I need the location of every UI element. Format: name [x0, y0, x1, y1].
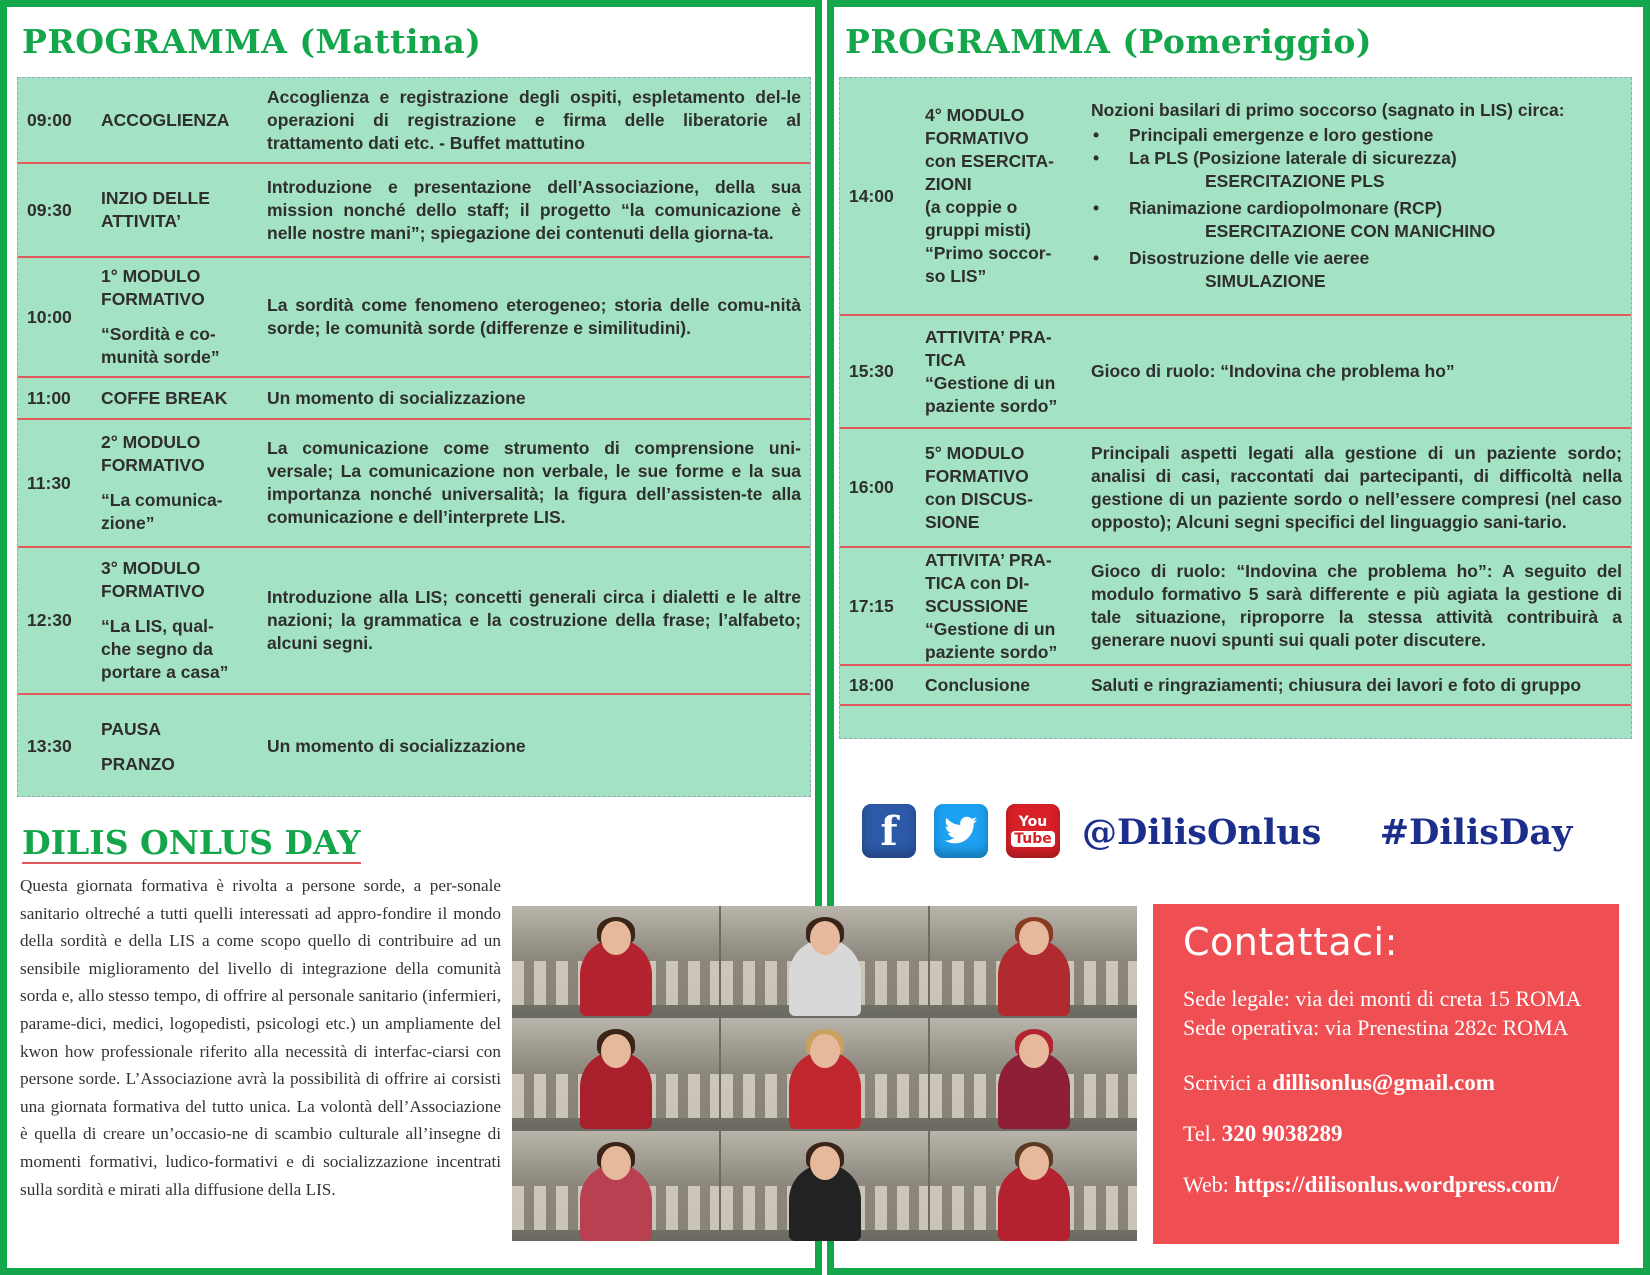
- activity-line: TICA: [925, 349, 966, 370]
- activity-cell: [92, 258, 258, 376]
- social-handles: [1082, 812, 1572, 853]
- morning-schedule-table: [17, 77, 811, 797]
- twitter-icon[interactable]: [934, 804, 988, 858]
- schedule-row: [18, 258, 810, 378]
- activity-subtitle: munità sorde”: [101, 347, 220, 367]
- description-text: Introduzione alla LIS; concetti generali circa i dialetti e le altre nazioni; la grammatica e la costruzione della frase; l’alfabeto; alcuni segni.: [267, 587, 801, 653]
- time-cell: 17:15: [840, 548, 916, 664]
- activity-line: SIONE: [925, 511, 980, 532]
- first-aid-exercise: ESERCITAZIONE PLS: [1205, 171, 1385, 191]
- activity-cell: [916, 666, 1082, 704]
- time-cell: 11:30: [18, 420, 92, 546]
- tel-label: Tel.: [1183, 1121, 1222, 1146]
- activity-cell: [92, 378, 258, 418]
- activity-line: con DISCUS-: [925, 488, 1033, 509]
- activity-line: paziente sordo”: [925, 395, 1058, 416]
- photo-tile: [930, 1131, 1137, 1241]
- photo-tile: [721, 1018, 928, 1128]
- schedule-row: [840, 429, 1631, 548]
- social-icons: [862, 804, 1060, 858]
- dilis-day-title: DILIS ONLUS DAY: [22, 823, 361, 862]
- description-text: Un momento di socializzazione: [267, 736, 526, 756]
- dilis-day-description: Questa giornata formativa è rivolta a persone sorde, a per-sonale sanitario oltreché a tutti quelli interessati ad appro-fondire il mondo della sordità e della LIS a come scopo quello di contribuire ad un sensibile miglioramento del livello di integrazione della comunità sorda e, allo stesso tempo, di offrire al personale sanitario (infermieri, parame-dici, medici, logopedisti, psicologi etc.) un ampliamente del kwon how professionale riferito alla necessità di interfac-ciarsi con persone sorde. L’Associazione avrà la possibilità di offrire ai corsisti una giornata formativa del tutto unica. La volontà dell’Associazione è quella di creare un’occasio-ne di scambio culturale all’insegne di momenti formativi, ludico-formativi e di socializzazione incentrati sulla sordità e mirati alla diffusione della LIS.: [20, 876, 501, 1199]
- activity-line: ZIONI: [925, 174, 972, 194]
- description-cell: [258, 378, 810, 418]
- schedule-row: [18, 378, 810, 420]
- description-cell: [258, 78, 810, 162]
- web-label: Web:: [1183, 1172, 1235, 1197]
- first-aid-item: [1091, 147, 1622, 193]
- activity-line: “Gestione di un: [925, 618, 1056, 639]
- photo-tile: [721, 1131, 928, 1241]
- time-cell: 11:00: [18, 378, 92, 418]
- activity-cell: [92, 78, 258, 162]
- first-aid-exercise: SIMULAZIONE: [1205, 271, 1326, 291]
- time-cell: 10:00: [18, 258, 92, 376]
- activity-subtitle: “Sordità e co-: [101, 324, 216, 344]
- photo-tile: [512, 906, 719, 1016]
- first-aid-item: [1091, 197, 1622, 243]
- activity-subtitle: che segno da: [101, 639, 213, 659]
- activity-subtitle: portare a casa”: [101, 662, 229, 682]
- activity-line: so LIS”: [925, 266, 987, 286]
- description-text: Principali aspetti legati alla gestione di un paziente sordo; analisi di casi, raccontati dai partecipanti, di difficoltà nella gestione di un paziente sordo o nell’essere compresi (nel caso opposto); Alcuni segni specifici del linguaggio sani-tario.: [1091, 442, 1622, 532]
- description-cell: [1082, 548, 1631, 664]
- social-handle[interactable]: @DilisOnlus: [1082, 812, 1322, 853]
- schedule-row: [18, 548, 810, 695]
- time-cell: 16:00: [840, 429, 916, 546]
- activity-line: COFFE BREAK: [101, 387, 228, 408]
- description-cell: [1082, 78, 1631, 314]
- photo-tile: [512, 1131, 719, 1241]
- activity-cell: [916, 316, 1082, 427]
- description-cell: [1082, 429, 1631, 546]
- description-text: Introduzione e presentazione dell’Associazione, della sua mission nonché dello staff; il progetto “la comunicazione è nelle nostre mani”; spiegazione dei contenuti della giorna-ta.: [267, 176, 801, 243]
- activity-line: ATTIVITA’ PRA-: [925, 326, 1052, 347]
- contact-heading: Contattaci:: [1183, 920, 1398, 964]
- description-text: Saluti e ringraziamenti; chiusura dei lavori e foto di gruppo: [1091, 674, 1582, 695]
- afternoon-title: PROGRAMMA (Pomeriggio): [845, 22, 1373, 61]
- time-cell: 18:00: [840, 666, 916, 704]
- description-text: La sordità come fenomeno eterogeneo; storia delle comu-nità sorde; le comunità sorde (differenze e similitudini).: [267, 295, 801, 338]
- activity-cell: [92, 164, 258, 256]
- email-label: Scrivici a: [1183, 1070, 1273, 1095]
- description-text: Accoglienza e registrazione degli ospiti, espletamento del-le operazioni di registrazione e firma delle liberatorie al trattamento dati etc. - Buffet mattutino: [267, 86, 801, 153]
- activity-line: FORMATIVO: [925, 128, 1029, 148]
- web-line: [1183, 1170, 1619, 1199]
- activity-line: TICA con DI-: [925, 572, 1030, 593]
- activity-subtitle: zione”: [101, 513, 155, 533]
- activity-subtitle: “La LIS, qual-: [101, 616, 214, 636]
- activity-line: 5° MODULO: [925, 442, 1025, 463]
- time-cell: 15:30: [840, 316, 916, 427]
- activity-line: FORMATIVO: [101, 455, 205, 475]
- morning-title: PROGRAMMA (Mattina): [22, 22, 482, 61]
- activity-subtitle: “La comunica-: [101, 490, 223, 510]
- description-text: Gioco di ruolo: “Indovina che problema ho”: A seguito del modulo formativo 5 sarà differente e più agiata la gestione di tale situazione, riproporre la stessa attività contribuirà a generare nuovi spunti sui quali poter discutere.: [1091, 561, 1622, 650]
- activity-line: ATTIVITA’: [101, 211, 182, 231]
- first-aid-topic: • La PLS (Posizione laterale di sicurezza): [1129, 148, 1457, 168]
- activity-line: (a coppie o: [925, 197, 1018, 217]
- photo-collage: [512, 906, 1137, 1241]
- description-cell: [1082, 316, 1631, 427]
- schedule-row: [18, 164, 810, 258]
- activity-line: con ESERCITA-: [925, 151, 1054, 171]
- activity-line: 4° MODULO: [925, 105, 1025, 125]
- activity-line: ATTIVITA’ PRA-: [925, 549, 1052, 570]
- facebook-icon[interactable]: f: [862, 804, 916, 858]
- description-intro: Nozioni basilari di primo soccorso (sagnato in LIS) circa:: [1091, 100, 1565, 120]
- tel-line: [1183, 1119, 1619, 1148]
- description-cell: [258, 258, 810, 376]
- description-text: Gioco di ruolo: “Indovina che problema ho”: [1091, 361, 1455, 381]
- description-cell: [1082, 666, 1631, 704]
- activity-line: FORMATIVO: [925, 465, 1029, 486]
- activity-cell: [92, 695, 258, 798]
- activity-line: “Primo soccor-: [925, 243, 1052, 263]
- photo-tile: [930, 906, 1137, 1016]
- description-text: La comunicazione come strumento di comprensione uni-versale; La comunicazione non verbale, le sue forme e la sua importanza nonché universalità; la figura dell’assisten-te alla comunicazione e dell’interprete LIS.: [267, 438, 801, 527]
- description-cell: [258, 548, 810, 693]
- youtube-icon[interactable]: You Tube: [1006, 804, 1060, 858]
- activity-line: 3° MODULO: [101, 558, 201, 578]
- contact-box: [1153, 904, 1619, 1244]
- activity-line: “Gestione di un: [925, 372, 1056, 393]
- schedule-row: [840, 316, 1631, 429]
- first-aid-topic: • Principali emergenze e loro gestione: [1129, 125, 1434, 145]
- schedule-row: [18, 78, 810, 164]
- activity-cell: [916, 548, 1082, 664]
- activity-line: gruppi misti): [925, 220, 1031, 240]
- activity-line: Conclusione: [925, 674, 1031, 695]
- first-aid-topic: • Disostruzione delle vie aeree: [1129, 248, 1370, 268]
- activity-cell: [92, 420, 258, 546]
- activity-subtitle: PRANZO: [101, 753, 175, 774]
- activity-cell: [916, 429, 1082, 546]
- activity-line: PAUSA: [101, 718, 161, 739]
- tel-number[interactable]: 320 9038289: [1221, 1121, 1343, 1146]
- activity-line: 1° MODULO: [101, 266, 201, 286]
- schedule-row: [18, 695, 810, 798]
- schedule-row: [840, 666, 1631, 706]
- photo-tile: [512, 1018, 719, 1128]
- afternoon-schedule-table: [839, 77, 1632, 739]
- time-cell: 12:30: [18, 548, 92, 693]
- description-text: Un momento di socializzazione: [267, 387, 526, 408]
- time-cell: 09:30: [18, 164, 92, 256]
- description-cell: [258, 695, 810, 798]
- photo-tile: [721, 906, 928, 1016]
- time-cell: 09:00: [18, 78, 92, 162]
- legal-address: Sede legale: via dei monti di creta 15 ROMA: [1183, 986, 1582, 1011]
- twitter-bird-icon: [944, 816, 978, 846]
- activity-line: paziente sordo”: [925, 641, 1058, 662]
- photo-tile: [930, 1018, 1137, 1128]
- social-hashtag[interactable]: #DilisDay: [1379, 812, 1573, 853]
- web-link[interactable]: https://dilisonlus.wordpress.com/: [1234, 1172, 1559, 1197]
- schedule-row: [18, 420, 810, 548]
- first-aid-topic: • Rianimazione cardiopolmonare (RCP): [1129, 198, 1443, 218]
- email-line: [1183, 1068, 1619, 1097]
- operative-address: Sede operativa: via Prenestina 282c ROMA: [1183, 1015, 1569, 1040]
- time-cell: 14:00: [840, 78, 916, 314]
- activity-line: SCUSSIONE: [925, 595, 1029, 616]
- description-cell: [258, 420, 810, 546]
- first-aid-list: [1091, 124, 1622, 293]
- activity-cell: [916, 78, 1082, 314]
- activity-line: 2° MODULO: [101, 432, 201, 452]
- activity-line: FORMATIVO: [101, 581, 205, 601]
- time-cell: 13:30: [18, 695, 92, 798]
- activity-line: FORMATIVO: [101, 289, 205, 309]
- email-link[interactable]: dillisonlus@gmail.com: [1272, 1070, 1495, 1095]
- first-aid-exercise: ESERCITAZIONE CON MANICHINO: [1205, 221, 1496, 241]
- activity-line: ACCOGLIENZA: [101, 109, 230, 130]
- activity-line: INZIO DELLE: [101, 188, 210, 208]
- schedule-row: [840, 548, 1631, 666]
- activity-cell: [92, 548, 258, 693]
- schedule-row: [840, 78, 1631, 316]
- first-aid-item: [1091, 124, 1622, 147]
- first-aid-item: [1091, 247, 1622, 293]
- description-cell: [258, 164, 810, 256]
